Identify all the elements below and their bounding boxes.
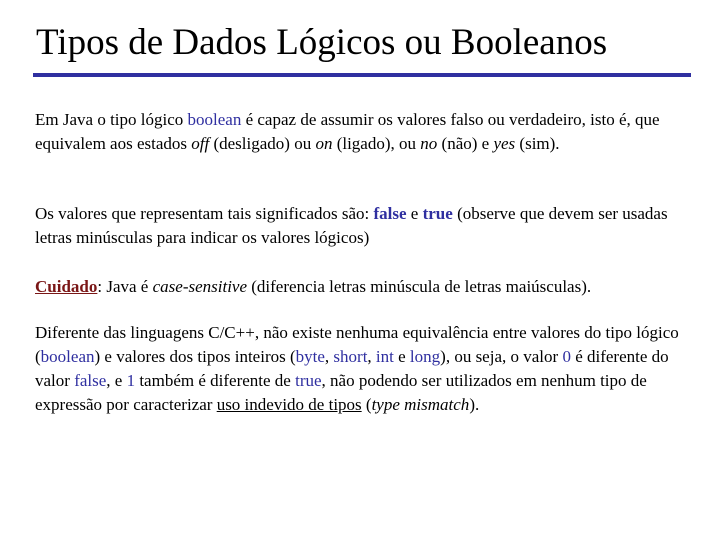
keyword-true: true [422,204,453,223]
p2-text-1: Os valores que representam tais significados são: [35,204,374,223]
p4-text-5: é diferente do valor [35,347,669,390]
keyword-boolean-2: boolean [40,347,95,366]
p2-text-2: e [406,204,423,223]
p4-comma-1: , [324,347,334,366]
term-on: on [315,134,333,153]
p3-text-1: : Java é [97,277,153,296]
keyword-long: long [409,347,441,366]
keyword-false-2: false [74,371,107,390]
paragraph-no-equivalence [35,321,700,417]
p4-text-7: também é diferente de [135,371,296,390]
p4-text-8: , não podendo ser utilizados em nenhum tipo de expressão por caracterizar [35,371,647,414]
page-title: Tipos de Dados Lógicos ou Booleanos [36,22,608,63]
p4-text-6: , e [106,371,127,390]
p3-text-2: (diferencia letras minúscula de letras maiúsculas). [247,277,592,296]
p4-text-1: Diferente das linguagens C/C++, não existe nenhuma equivalência entre valores do tipo lógico ( [35,323,679,366]
term-off: off [191,134,210,153]
p1-text-4: (ligado), ou [332,134,421,153]
term-no: no [420,134,438,153]
p1-text-2: é capaz de assumir os valores falso ou verdadeiro, isto é, que equivalem aos estados [35,110,660,153]
term-yes: yes [493,134,516,153]
keyword-true-2: true [295,371,322,390]
keyword-byte: byte [295,347,325,366]
p4-text-3: e [393,347,410,366]
p1-text-3: (desligado) ou [209,134,316,153]
p2-text-3: (observe que devem ser usadas letras minúsculas para indicar os valores lógicos) [35,204,668,247]
p4-text-2: ) e valores dos tipos inteiros ( [94,347,296,366]
p4-comma-2: , [367,347,376,366]
p4-text-9: ( [361,395,372,414]
p4-text-10: ). [469,395,480,414]
term-case-sensitive: case-sensitive [152,277,248,296]
paragraph-boolean-intro [35,108,700,156]
keyword-int: int [375,347,394,366]
keyword-false: false [373,204,407,223]
p1-text-5: (não) e [437,134,494,153]
keyword-boolean: boolean [187,110,242,129]
paragraph-warning [35,275,700,299]
term-type-mismatch: type mismatch [371,395,470,414]
keyword-short: short [333,347,368,366]
paragraph-values [35,202,700,250]
warning-label: Cuidado [35,277,98,296]
p1-text-1: Em Java o tipo lógico [35,110,188,129]
value-one: 1 [126,371,136,390]
value-zero: 0 [562,347,571,366]
p1-text-6: (sim). [515,134,560,153]
term-uso-indevido: uso indevido de tipos [216,395,362,414]
title-divider [33,73,691,77]
p4-text-4: ), ou seja, o valor [440,347,563,366]
